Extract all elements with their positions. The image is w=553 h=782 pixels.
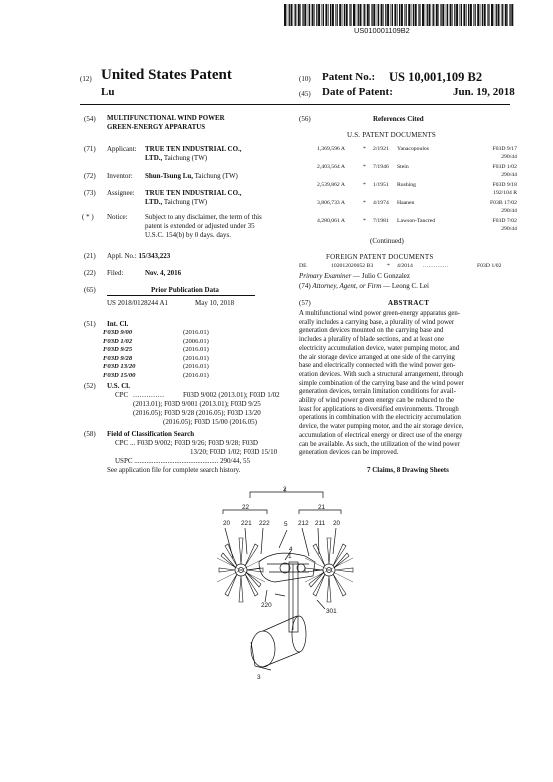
barcode-bar <box>404 4 405 26</box>
barcode-bar <box>419 4 420 26</box>
drawing-label: 20 <box>223 520 231 527</box>
abstract-line: erally includes a carrying base, a plurality of wind power <box>299 318 455 326</box>
barcode-bar <box>511 4 513 26</box>
foreign-class: F03D 1/02 <box>477 263 502 269</box>
document-type-heading: United States Patent <box>101 67 232 83</box>
applicant-value <box>145 145 242 163</box>
barcode-bar <box>330 4 331 26</box>
barcode-bar <box>387 4 389 26</box>
barcode-bar <box>308 4 309 26</box>
barcode-bar <box>447 4 448 26</box>
abstract-line: simple combination of the carrying base and the wind power <box>299 379 464 387</box>
intcl-version: (2016.01) <box>183 329 209 336</box>
applicant-label: Applicant: <box>107 145 137 153</box>
claims-summary: 7 Claims, 8 Drawing Sheets <box>367 466 449 474</box>
barcode-bar <box>383 4 384 26</box>
continued-note: (Continued) <box>370 237 404 245</box>
agent-code: (74) <box>299 282 311 290</box>
abstract-line: includes a plurality of blade sections, and at least one <box>299 336 444 344</box>
inventor-label: Inventor: <box>107 172 133 180</box>
cpc-line: (2013.01); F03D 9/001 (2013.01); F03D 9/25 <box>133 400 261 408</box>
drawing-label: 20 <box>333 520 341 527</box>
filed-code: (22) <box>84 269 96 277</box>
us-doc-date: 1/1951 <box>373 182 389 188</box>
barcode-bar <box>312 4 314 26</box>
barcode-bar <box>498 4 500 26</box>
barcode-bar <box>488 4 489 26</box>
cpc-line: (2016.05); F03D 9/28 (2016.05); F03D 13/20 <box>133 409 261 417</box>
agent-row: (74) Attorney, Agent, or Firm — Leong C. Lei <box>299 282 429 290</box>
barcode-bar <box>475 4 476 26</box>
appl-number: 15/343,223 <box>138 252 171 260</box>
barcode-bar <box>477 4 479 26</box>
us-doc-date: 4/1974 <box>373 200 389 206</box>
abstract-heading: ABSTRACT <box>388 299 430 307</box>
barcode-bar <box>350 4 351 26</box>
barcode-bar <box>425 4 426 26</box>
intcl-version: (2016.01) <box>183 363 209 371</box>
barcode-bar <box>473 4 474 26</box>
drawing-label: 1 <box>288 553 292 560</box>
kind-code-45: (45) <box>299 90 311 98</box>
abstract-line: generation devices can be improved. <box>299 449 399 457</box>
notice-code: ( * ) <box>82 213 94 221</box>
drawing-label: 222 <box>259 520 270 527</box>
abstract-line: generation devices mounted on the carrying base and <box>299 327 444 335</box>
barcode-image <box>284 4 514 26</box>
assignee-name-line: TRUE TEN INDUSTRIAL CO., <box>145 189 242 197</box>
barcode-bar <box>349 4 350 26</box>
barcode-bar <box>456 4 458 26</box>
abstract-code: (57) <box>299 299 311 307</box>
field-heading: Field of Classification Search <box>107 430 195 438</box>
barcode-bar <box>418 4 419 26</box>
filed-label: Filed: <box>107 269 124 277</box>
us-doc-star: * <box>363 200 366 206</box>
us-doc-name: Yanacopoulos <box>397 146 429 152</box>
drawing-label: 21 <box>318 504 326 511</box>
intcl-class: F03D 9/00 <box>103 329 133 336</box>
barcode-bar <box>377 4 378 26</box>
barcode-bar <box>470 4 472 26</box>
us-docs-heading: U.S. PATENT DOCUMENTS <box>347 131 436 139</box>
barcode-bar <box>353 4 355 26</box>
drawing-label: 2 <box>283 486 287 493</box>
barcode-bar <box>413 4 414 26</box>
us-doc-row <box>317 218 517 234</box>
assignee-value <box>145 189 242 207</box>
prior-pub-heading: Prior Publication Data <box>151 286 219 294</box>
field-code: (58) <box>84 430 96 438</box>
assignee-code: (73) <box>84 189 96 197</box>
us-doc-star: * <box>363 164 366 170</box>
barcode-bar <box>436 4 438 26</box>
intcl-class: F03D 13/20 <box>103 363 136 371</box>
barcode-bar <box>432 4 433 26</box>
barcode-bar <box>304 4 306 26</box>
examiner-name: Julio C Gonzalez <box>361 272 411 280</box>
us-doc-name: Lawson-Tancred <box>397 218 436 224</box>
drawing-label: 5 <box>284 521 288 528</box>
applicant-name-line: TRUE TEN INDUSTRIAL CO., <box>145 145 242 153</box>
drawing-label: 220 <box>261 602 272 609</box>
foreign-number: 102012020052 B3 <box>331 263 374 269</box>
field-line: USPC ................................................ 290/44, 55 <box>115 457 250 465</box>
us-doc-class: F03D 7/02 <box>492 218 517 224</box>
us-doc-date: 7/1946 <box>373 164 389 170</box>
barcode-bar <box>482 4 483 26</box>
barcode-bar <box>344 4 345 26</box>
examiner-row: Primary Examiner — Julio C Gonzalez <box>299 272 411 280</box>
barcode-bar <box>450 4 452 26</box>
intcl-class: F03D 15/00 <box>103 372 136 379</box>
us-doc-class: F03D 1/02 <box>492 164 517 170</box>
date-of-patent: Jun. 19, 2018 <box>453 86 515 98</box>
title-code: (54) <box>84 115 96 123</box>
barcode-bar <box>314 4 315 26</box>
us-doc-name: Rushing <box>397 182 416 188</box>
patent-number-label: Patent No.: <box>322 71 376 83</box>
header-rule <box>80 104 510 105</box>
barcode-bar <box>284 4 286 26</box>
barcode-bar <box>509 4 510 26</box>
us-doc-number: 2,403,564 A <box>317 164 345 170</box>
cpc-label: CPC <box>115 391 129 399</box>
drawing-label: 3 <box>257 674 261 681</box>
notice-label: Notice: <box>107 213 128 221</box>
assignee-location: Taichung (TW) <box>163 197 208 206</box>
appl-row <box>107 252 170 261</box>
us-doc-date: 7/1981 <box>373 218 389 224</box>
us-doc-row <box>317 146 517 162</box>
abstract-line: ability of wind power green energy can be reduced to the <box>299 397 455 404</box>
field-line: CPC ... F03D 9/002; F03D 9/26; F03D 9/28; F03D <box>115 439 258 447</box>
barcode-bar <box>369 4 370 26</box>
prior-pub-code: (65) <box>84 286 96 294</box>
barcode-bar <box>411 4 412 26</box>
abstract-line: electricity accumulation device, water pumping motor, and <box>299 344 460 352</box>
agent-label: Attorney, Agent, or Firm <box>312 282 382 290</box>
barcode-bar <box>392 4 393 26</box>
barcode-bar <box>385 4 386 26</box>
intcl-version: (2016.01) <box>183 354 209 362</box>
inventor-surname: Lu <box>101 86 115 98</box>
barcode-bar <box>505 4 507 26</box>
barcode-bar <box>484 4 486 26</box>
abstract-line: operations in combination with the electricity accumulation <box>299 414 461 422</box>
inventor-location: Taichung (TW) <box>194 172 238 180</box>
abstract-line: A multifunctional wind power green-energy apparatus gen- <box>299 310 461 317</box>
barcode-bar <box>494 4 495 26</box>
us-doc-class: F03B 17/02 <box>489 200 517 206</box>
barcode-bar <box>378 4 379 26</box>
barcode-bar <box>325 4 327 26</box>
field-line: 13/20; F03D 1/02; F03D 15/10 <box>190 448 278 456</box>
cpc-line: (2016.05); F03D 15/00 (2016.05) <box>163 418 257 426</box>
drawing-label: 22 <box>242 504 250 511</box>
foreign-star: * <box>387 263 390 269</box>
barcode-bar <box>295 4 296 26</box>
barcode-bar <box>339 4 341 26</box>
barcode-bar <box>328 4 329 26</box>
barcode-bar <box>460 4 461 26</box>
foreign-date: 4/2014 <box>397 263 413 269</box>
barcode-bar <box>291 4 293 26</box>
barcode-bar <box>507 4 508 26</box>
assignee-label: Assignee: <box>107 189 135 197</box>
barcode-bar <box>302 4 303 26</box>
barcode-bar <box>491 4 493 26</box>
us-doc-date: 2/1921 <box>373 146 389 152</box>
representative-drawing <box>205 484 365 676</box>
us-doc-star: * <box>363 182 366 188</box>
examiner-label: Primary Examiner <box>299 272 352 280</box>
abstract-line: generation devices, terrain limitation conditions for avail- <box>299 388 456 396</box>
barcode-bar <box>408 4 410 26</box>
appl-code: (21) <box>84 252 96 260</box>
title-line: GREEN-ENERGY APPARATUS <box>107 123 206 131</box>
intcl-version: (2016.01) <box>183 346 209 354</box>
appl-label: Appl. No.: <box>107 252 137 260</box>
patent-number: US 10,001,109 B2 <box>389 70 483 84</box>
foreign-docs-heading: FOREIGN PATENT DOCUMENTS <box>326 253 434 261</box>
barcode-bar <box>371 4 372 26</box>
intcl-code: (51) <box>84 320 96 328</box>
cpc-line: F03D 9/002 (2013.01); F03D 1/02 <box>183 391 280 399</box>
barcode-bar <box>433 4 434 26</box>
barcode-bar <box>360 4 362 26</box>
intcl-version: (2016.01) <box>183 372 209 379</box>
abstract-line: device, the water pumping motor, and the air storage device, <box>299 423 464 431</box>
applicant-location: Taichung (TW) <box>163 153 208 162</box>
uscl-code: (52) <box>84 382 96 390</box>
barcode-bar <box>391 4 392 26</box>
notice-line: Subject to any disclaimer, the term of this <box>145 213 262 221</box>
inventor-name: Shun-Tsung Lu, <box>145 172 194 180</box>
barcode-bar <box>461 4 462 26</box>
us-doc-class: F03D 9/17 <box>492 146 517 152</box>
barcode-bar <box>356 4 357 26</box>
barcode-bar <box>454 4 455 26</box>
us-doc-number: 3,806,733 A <box>317 200 345 206</box>
barcode-bar <box>322 4 323 26</box>
date-of-patent-label: Date of Patent: <box>322 86 393 98</box>
agent-name: Leong C. Lei <box>391 282 429 290</box>
us-doc-class: F03D 9/18 <box>492 182 517 188</box>
barcode-bar <box>337 4 338 26</box>
us-doc-number: 4,280,061 A <box>317 218 345 224</box>
barcode-bar <box>468 4 469 26</box>
refs-heading: References Cited <box>373 115 424 123</box>
us-doc-class-secondary: 290/44 <box>501 226 517 232</box>
applicant-code: (71) <box>84 145 96 153</box>
barcode-bar <box>496 4 497 26</box>
barcode-bar <box>287 4 288 26</box>
us-doc-number: 2,539,862 A <box>317 182 345 188</box>
cpc-leader: .............. <box>133 391 165 399</box>
barcode-bar <box>487 4 488 26</box>
barcode-bar <box>298 4 300 26</box>
barcode-bar <box>463 4 465 26</box>
barcode-bar <box>318 4 320 26</box>
us-doc-row <box>317 164 517 180</box>
us-doc-class-secondary: 290/44 <box>501 208 517 214</box>
barcode-bar <box>394 4 396 26</box>
barcode-bar <box>309 4 310 26</box>
barcode-bar <box>446 4 447 26</box>
barcode-bar <box>381 4 383 26</box>
prior-pub-number: US 2018/0128244 A1 <box>107 299 169 307</box>
inventor-value <box>145 172 238 181</box>
us-doc-name: Stein <box>397 164 409 170</box>
refs-code: (56) <box>299 115 311 123</box>
us-doc-number: 1,369,596 A <box>317 146 345 152</box>
uscl-heading: U.S. Cl. <box>107 382 130 390</box>
barcode-bar <box>363 4 364 26</box>
notice-text <box>145 213 262 239</box>
drawing-label: 301 <box>326 608 337 615</box>
barcode-bar <box>346 4 348 26</box>
barcode-bar <box>342 4 343 26</box>
barcode-bar <box>335 4 336 26</box>
prior-pub-rule <box>107 295 255 296</box>
intcl-class: F03D 9/25 <box>103 346 133 354</box>
barcode-bar <box>399 4 400 26</box>
prior-pub-date: May 10, 2018 <box>195 299 235 307</box>
barcode-bar <box>452 4 453 26</box>
us-doc-class-secondary: 192/104 R <box>493 190 517 196</box>
foreign-doc-row <box>299 263 514 271</box>
inventor-code: (72) <box>84 172 96 180</box>
barcode-bar <box>323 4 324 26</box>
barcode-bar <box>401 4 403 26</box>
us-doc-name: Haanen <box>397 200 415 206</box>
barcode-bar <box>316 4 317 26</box>
field-line: See application file for complete search history. <box>107 466 241 474</box>
barcode-bar <box>429 4 431 26</box>
barcode-bar <box>502 4 503 26</box>
barcode-bar <box>466 4 467 26</box>
kind-code-10: (10) <box>299 75 311 83</box>
drawing-label: 4 <box>289 546 293 553</box>
drawing-label: 221 <box>241 520 252 527</box>
barcode-bar <box>294 4 295 26</box>
barcode-bar <box>332 4 334 26</box>
barcode-bar <box>415 4 417 26</box>
us-doc-row <box>317 200 517 216</box>
barcode-bar <box>367 4 369 26</box>
us-doc-class-secondary: 290/44 <box>501 172 517 178</box>
barcode-bar <box>358 4 359 26</box>
intcl-heading: Int. Cl. <box>107 320 129 328</box>
filed-date: Nov. 4, 2016 <box>145 269 182 277</box>
barcode-bar <box>442 4 444 26</box>
barcode-bar <box>300 4 301 26</box>
barcode-bar <box>422 4 424 26</box>
title-line: MULTIFUNCTIONAL WIND POWER <box>107 115 225 122</box>
barcode-bar <box>373 4 375 26</box>
barcode-bar <box>406 4 407 26</box>
abstract-line: can be available. As such, the utilization of the wind power <box>299 440 460 448</box>
us-doc-star: * <box>363 218 366 224</box>
notice-line: U.S.C. 154(b) by 0 days. days. <box>145 230 231 239</box>
foreign-leader: .............. <box>423 263 449 269</box>
barcode-bar <box>427 4 428 26</box>
abstract-line: the air storage device arranged at one side of the carrying <box>299 353 455 361</box>
applicant-name-line: LTD., <box>145 153 163 162</box>
foreign-country: DE <box>299 263 307 269</box>
barcode-bar <box>480 4 481 26</box>
abstract-line: least for applications to diversified environments. Through <box>299 405 459 413</box>
invention-title <box>107 115 225 133</box>
barcode-number: US010001109B2 <box>354 26 410 35</box>
barcode-bar <box>501 4 502 26</box>
barcode-bar <box>440 4 441 26</box>
barcode-bar <box>289 4 290 26</box>
kind-code-12: (12) <box>80 75 92 83</box>
barcode-bar <box>397 4 398 26</box>
intcl-version: (2006.01) <box>183 337 209 345</box>
notice-line: patent is extended or adjusted under 35 <box>145 221 255 230</box>
drawing-label: 211 <box>315 520 326 527</box>
us-doc-row <box>317 182 517 198</box>
barcode-bar <box>438 4 439 26</box>
drawing-label: 212 <box>298 520 309 527</box>
abstract-line: accumulation of electrical energy or direct use of the energy <box>299 431 463 439</box>
barcode-bar <box>364 4 365 26</box>
abstract-line: base and electrically connected with the wind power gen- <box>299 362 456 370</box>
intcl-class: F03D 9/28 <box>103 354 133 362</box>
abstract-line: eration devices. With such a structural arrangement, through <box>299 370 463 378</box>
us-doc-class-secondary: 290/44 <box>501 154 517 160</box>
assignee-name-line: LTD., <box>145 197 163 206</box>
intcl-class: F03D 1/02 <box>103 337 133 345</box>
us-doc-star: * <box>363 146 366 152</box>
